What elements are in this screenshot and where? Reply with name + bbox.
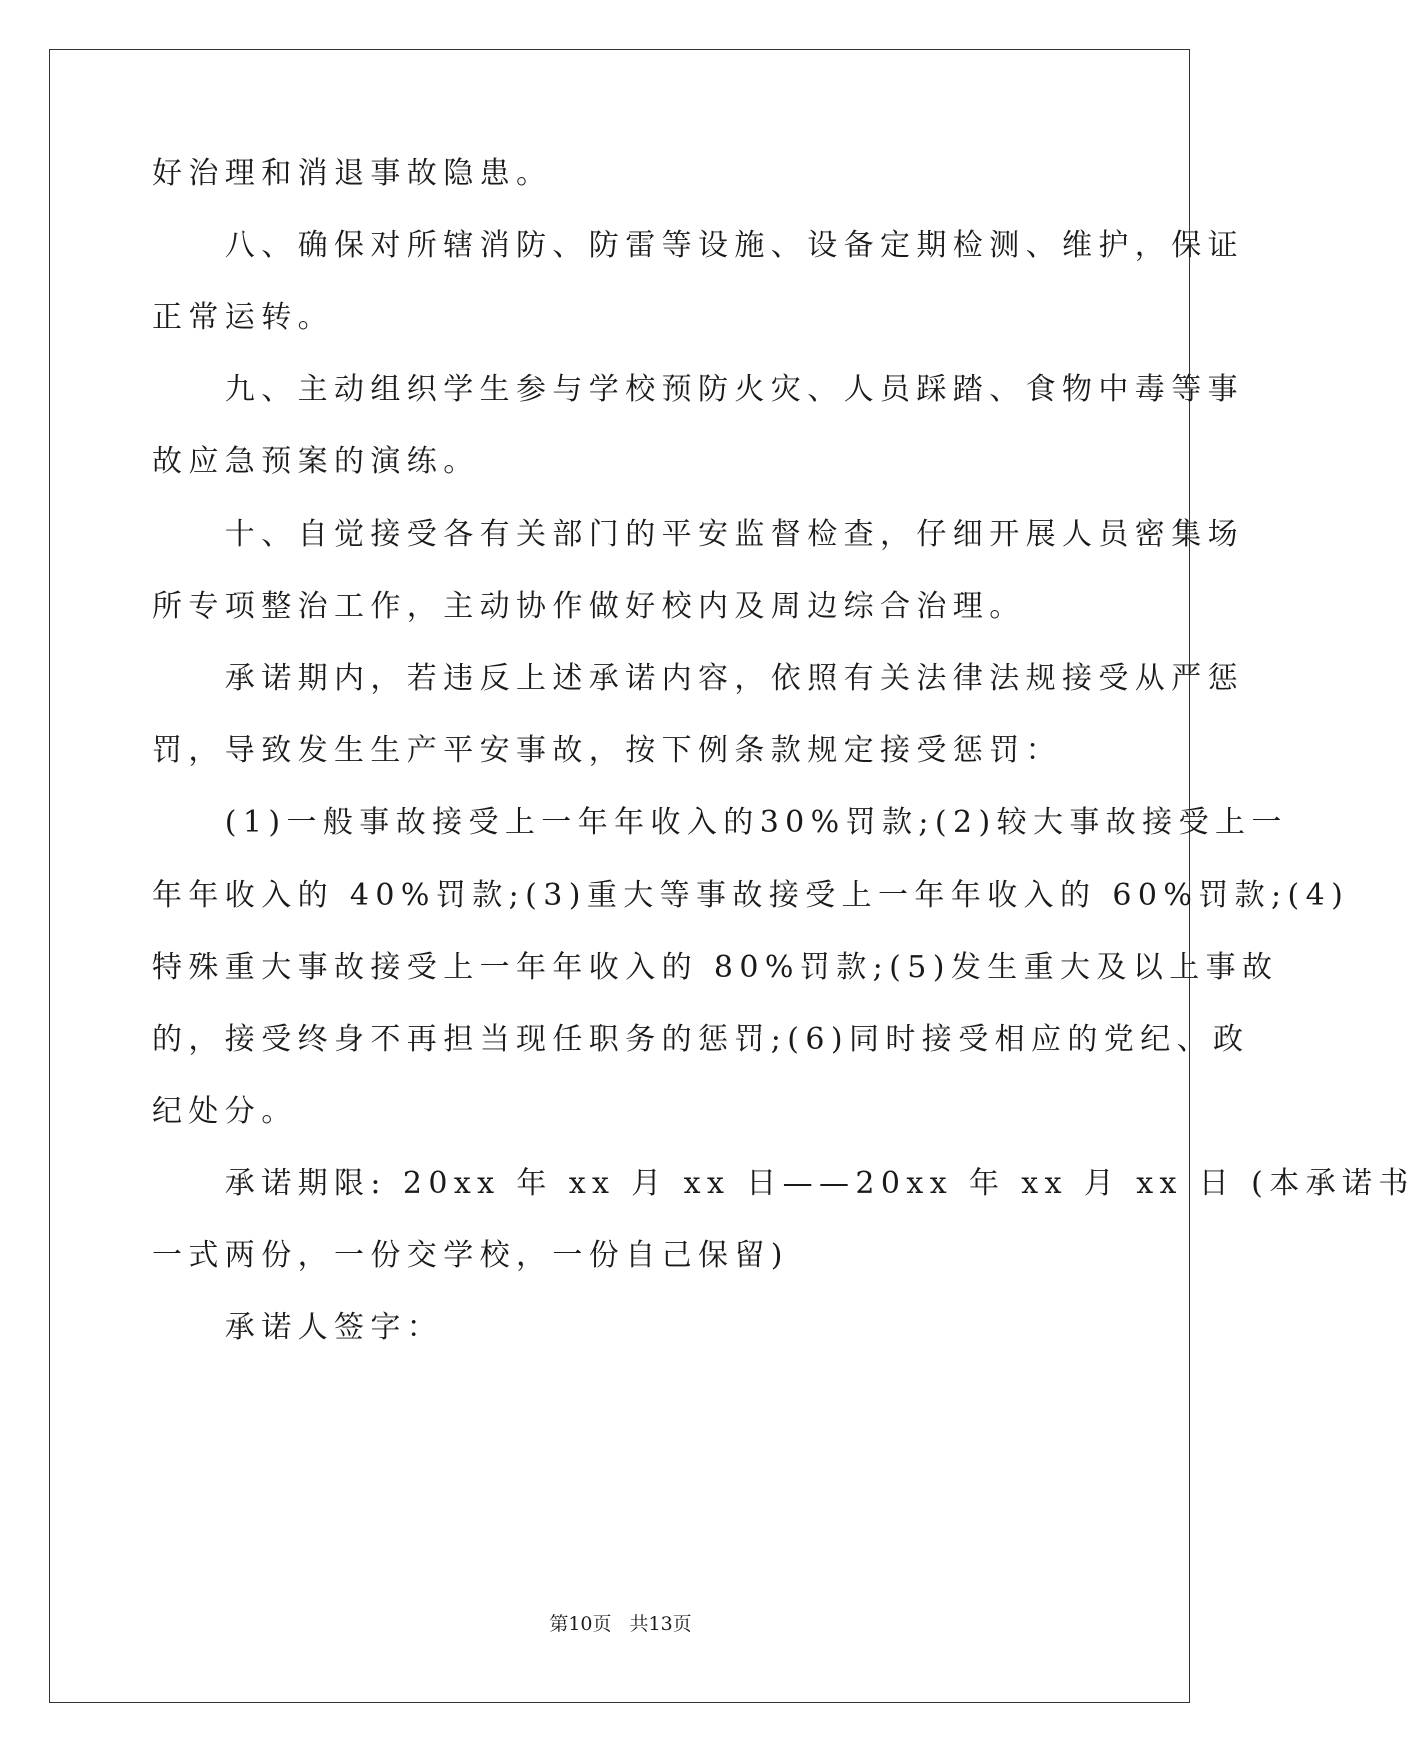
text-line: 承诺期限: 20xx 年 xx 月 xx 日——20xx 年 xx 月 xx 日 (本承诺书 xyxy=(152,1166,1415,1201)
text-line: 特殊重大事故接受上一年年收入的 80%罚款;(5)发生重大及以上事故 xyxy=(152,950,1279,985)
text-line: 故应急预案的演练。 xyxy=(152,444,480,479)
text-line: 罚，导致发生生产平安事故，按下例条款规定接受惩罚： xyxy=(152,733,1062,768)
text-line: 所专项整治工作，主动协作做好校内及周边综合治理。 xyxy=(152,589,1026,624)
text-line: (1)一般事故接受上一年年收入的30%罚款;(2)较大事故接受上一 xyxy=(152,805,1288,840)
text-line: 一式两份，一份交学校，一份自己保留) xyxy=(152,1238,789,1273)
text-line: 承诺人签字： xyxy=(152,1310,444,1345)
text-line: 正常运转。 xyxy=(152,300,334,335)
text-line: 年年收入的 40%罚款;(3)重大等事故接受上一年年收入的 60%罚款;(4) xyxy=(152,878,1350,913)
text-line: 好治理和消退事故隐患。 xyxy=(152,156,553,191)
page-number: 第10页 xyxy=(549,1613,612,1635)
text-line: 的，接受终身不再担当现任职务的惩罚;(6)同时接受相应的党纪、政 xyxy=(152,1022,1250,1057)
text-line: 十、自觉接受各有关部门的平安监督检查，仔细开展人员密集场 xyxy=(152,517,1244,552)
text-line: 承诺期内，若违反上述承诺内容，依照有关法律法规接受从严惩 xyxy=(152,661,1244,696)
page-total: 共13页 xyxy=(629,1613,692,1635)
text-line: 八、确保对所辖消防、防雷等设施、设备定期检测、维护，保证 xyxy=(152,228,1244,263)
text-line: 纪处分。 xyxy=(152,1094,298,1129)
text-line: 九、主动组织学生参与学校预防火灾、人员踩踏、食物中毒等事 xyxy=(152,372,1244,407)
page-footer xyxy=(0,1612,1241,1636)
